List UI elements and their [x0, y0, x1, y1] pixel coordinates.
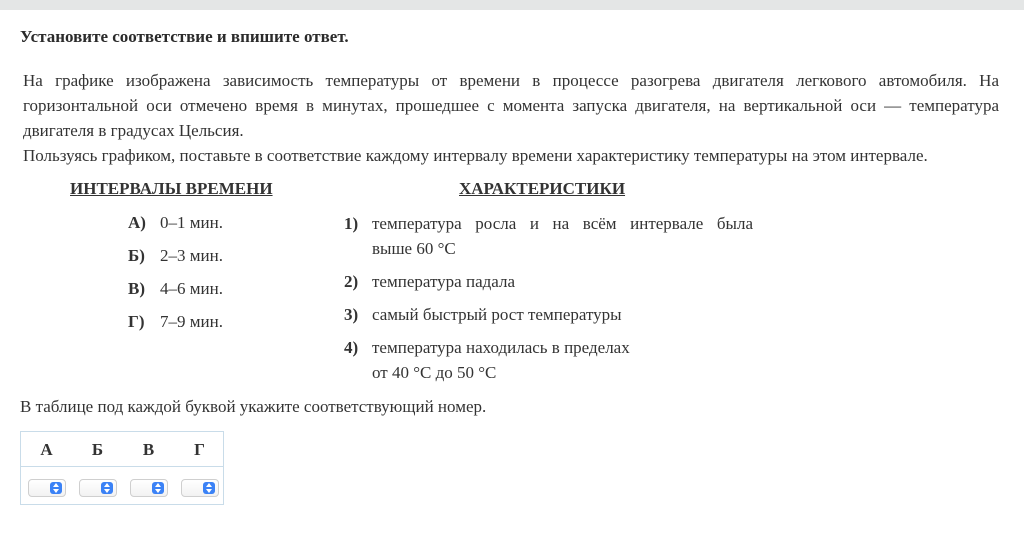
select-arrows-icon [50, 482, 62, 494]
characteristic-item-2 [344, 269, 764, 294]
answer-select-g[interactable] [181, 479, 219, 497]
select-arrows-icon [203, 482, 215, 494]
interval-text: 4–6 мин. [160, 279, 223, 298]
instruction-heading: Установите соответствие и впишите ответ. [20, 27, 349, 46]
characteristic-item-1 [344, 211, 764, 261]
answer-select-v[interactable] [130, 479, 168, 497]
answer-column-header: А [40, 440, 53, 459]
intervals-header: ИНТЕРВАЛЫ ВРЕМЕНИ [70, 179, 273, 198]
interval-item-a [128, 213, 223, 233]
characteristic-number: 4) [344, 338, 359, 357]
characteristic-number: 1) [344, 214, 359, 233]
characteristic-text: самый быстрый рост температуры [372, 305, 622, 324]
characteristic-text: температура находилась в пределах [372, 338, 630, 357]
answer-select-b[interactable] [79, 479, 117, 497]
select-arrows-icon [101, 482, 113, 494]
characteristics-header: ХАРАКТЕРИСТИКИ [459, 179, 626, 198]
characteristic-item-3 [344, 302, 764, 327]
interval-letter: Г) [128, 312, 145, 331]
task-paragraph: Пользуясь графиком, поставьте в соответствие каждому интервалу времени характеристику температуры на этом интервале. [23, 146, 928, 165]
answer-column-header: Б [91, 440, 104, 459]
top-bar [0, 0, 1024, 10]
characteristic-text: температура росла и на всём интервале была [372, 214, 753, 233]
interval-letter: А) [128, 213, 146, 232]
characteristic-text: температура падала [372, 272, 515, 291]
characteristic-number: 2) [344, 272, 359, 291]
answer-column-header: Г [194, 440, 205, 459]
select-arrows-icon [152, 482, 164, 494]
task-paragraph: На графике изображена зависимость температуры от времени в процессе разогрева двигателя легкового автомобиля. На горизонтальной оси отмечено время в минутах, прошедшее с момента запуска двигателя, на вертикальной оси — температура двигателя в градусах Цельсия. [23, 71, 999, 140]
characteristic-item-4 [344, 335, 764, 385]
interval-item-v [128, 279, 223, 299]
interval-text: 2–3 мин. [160, 246, 223, 265]
interval-item-b [128, 246, 223, 266]
characteristic-number: 3) [344, 305, 359, 324]
interval-text: 7–9 мин. [160, 312, 223, 331]
interval-letter: В) [128, 279, 145, 298]
interval-item-g [128, 312, 223, 332]
table-note: В таблице под каждой буквой укажите соответствующий номер. [20, 397, 487, 416]
characteristic-text: от 40 °C до 50 °C [372, 363, 497, 382]
answer-column-header: В [142, 440, 155, 459]
task-description [23, 68, 999, 168]
interval-text: 0–1 мин. [160, 213, 223, 232]
answer-table-header [21, 432, 223, 467]
characteristic-text: выше 60 °C [372, 239, 456, 258]
answer-select-a[interactable] [28, 479, 66, 497]
interval-letter: Б) [128, 246, 145, 265]
answer-table [20, 431, 224, 505]
